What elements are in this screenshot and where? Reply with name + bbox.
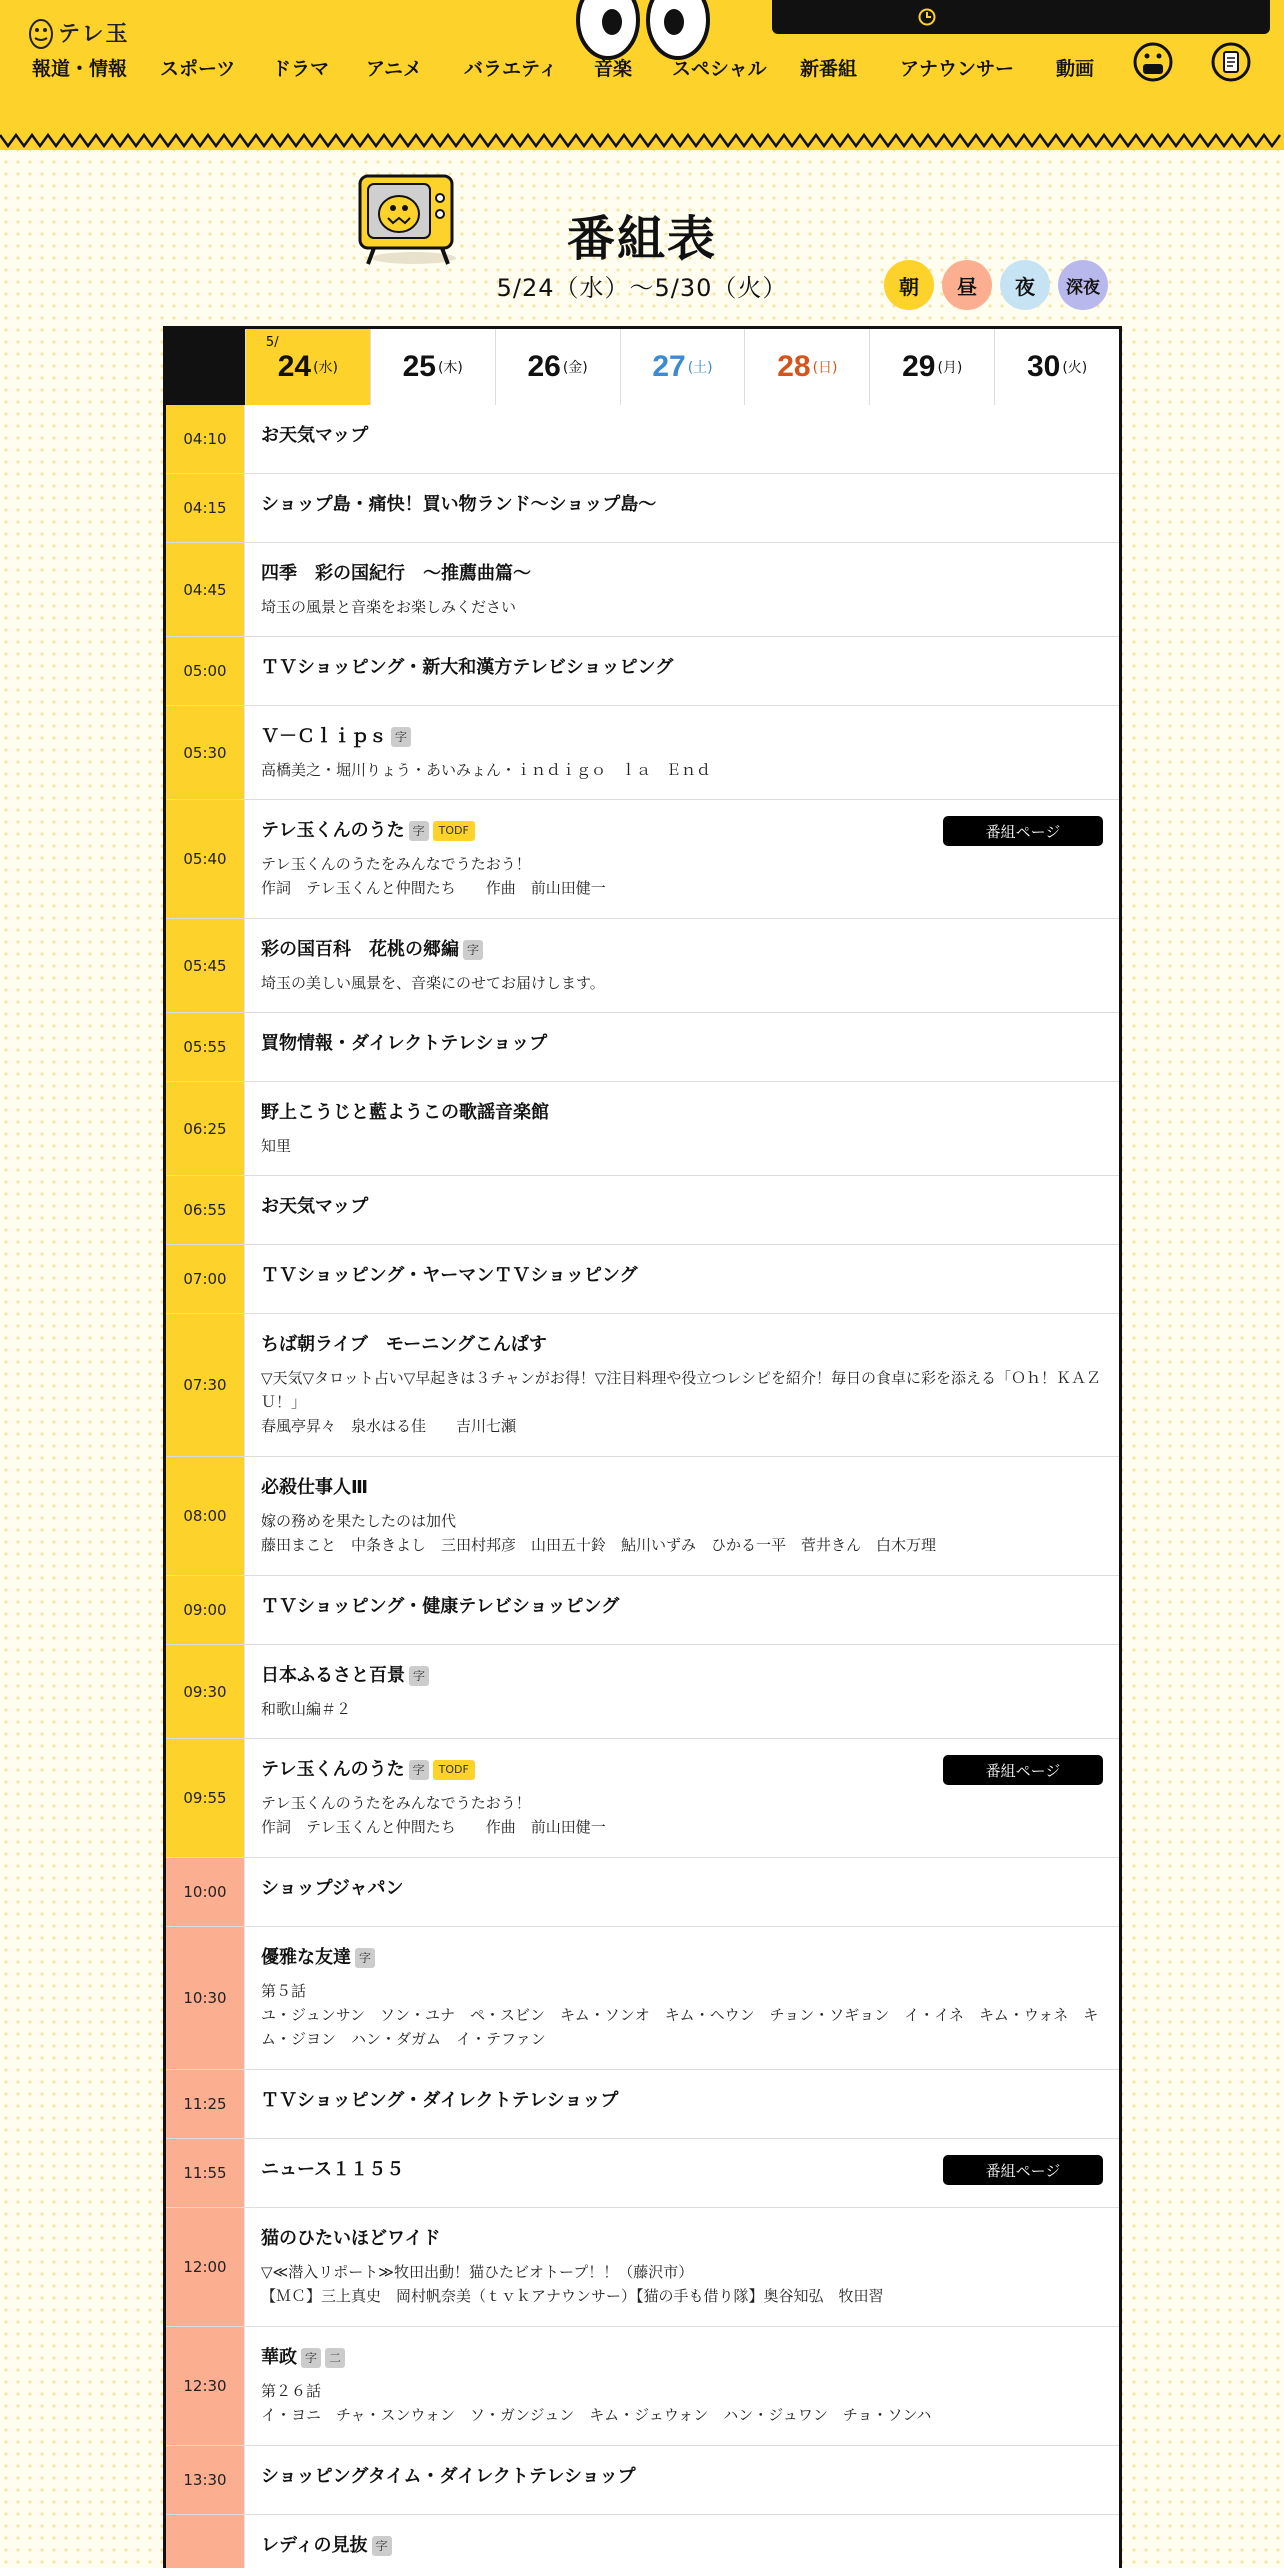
program-page-button[interactable]: 番組ページ <box>943 816 1103 846</box>
program-row <box>166 474 1119 543</box>
day-number: 26 <box>527 350 561 383</box>
program-title[interactable]: ショッピングタイム・ダイレクトテレショップ <box>261 2466 636 2487</box>
program-page-button[interactable]: 番組ページ <box>943 2155 1103 2185</box>
program-row <box>166 1645 1119 1739</box>
day-number: 29 <box>902 350 936 383</box>
program-badge: 字 <box>301 2348 321 2368</box>
program-row <box>166 2139 1119 2208</box>
day-number: 24 <box>277 350 312 383</box>
program-row <box>166 1858 1119 1927</box>
program-cell[interactable] <box>245 1176 1119 1244</box>
program-row <box>166 1245 1119 1314</box>
program-cell[interactable] <box>245 2139 1119 2207</box>
program-time: 04:15 <box>166 474 245 542</box>
program-time: 05:30 <box>166 706 245 799</box>
day-number: 30 <box>1026 350 1061 383</box>
program-row <box>166 1082 1119 1176</box>
program-time: 05:45 <box>166 919 245 1012</box>
program-time: 05:00 <box>166 637 245 705</box>
program-row <box>166 1457 1119 1576</box>
program-title-line[interactable] <box>261 1031 1103 1057</box>
program-row <box>166 2208 1119 2327</box>
program-title[interactable]: 華政 <box>261 2347 297 2368</box>
logo-text: テレ玉 <box>58 20 130 46</box>
program-cell[interactable] <box>245 1927 1119 2069</box>
program-title[interactable]: 彩の国百科 花桃の郷編 <box>261 939 459 960</box>
program-row <box>166 2515 1119 2568</box>
program-title[interactable]: ニュース１１５５ <box>261 2159 405 2180</box>
program-title[interactable]: 優雅な友達 <box>261 1947 351 1968</box>
program-title[interactable]: 猫のひたいほどワイド <box>261 2228 441 2249</box>
program-time: 11:25 <box>166 2070 245 2138</box>
program-cell[interactable] <box>245 2208 1119 2326</box>
program-title[interactable]: ＴＶショッピング・ダイレクトテレショップ <box>261 2090 619 2111</box>
jump-morning-button[interactable]: 朝 <box>884 260 934 310</box>
day-selector <box>166 329 1119 405</box>
program-row <box>166 706 1119 800</box>
program-row <box>166 405 1119 474</box>
program-time: 07:00 <box>166 1245 245 1313</box>
program-time: 05:40 <box>166 800 245 918</box>
day-of-week: (土) <box>687 360 713 376</box>
program-row <box>166 1013 1119 1082</box>
program-row <box>166 543 1119 637</box>
jump-noon-button[interactable]: 昼 <box>942 260 992 310</box>
program-cell[interactable] <box>245 1858 1119 1926</box>
jump-late-night-button[interactable]: 深夜 <box>1058 260 1108 310</box>
program-time: 07:30 <box>166 1314 245 1456</box>
program-title[interactable]: 四季 彩の国紀行 ～推薦曲篇～ <box>261 563 531 584</box>
day-tab[interactable] <box>994 329 1119 405</box>
nav-item[interactable]: バラエティ <box>464 59 558 80</box>
program-title-line[interactable] <box>261 1594 1103 1620</box>
day-of-week: (水) <box>313 360 339 376</box>
program-cell[interactable] <box>245 919 1119 1012</box>
program-badge: TODF <box>433 821 475 841</box>
day-tab[interactable] <box>495 329 620 405</box>
program-cell[interactable] <box>245 1245 1119 1313</box>
program-title-line[interactable] <box>261 1100 1103 1126</box>
program-description: テレ玉くんのうたをみんなでうたおう！ 作詞 テレ玉くんと仲間たち 作曲 前山田健一 <box>261 1794 606 1836</box>
program-title-line[interactable] <box>261 1945 1103 1971</box>
nav-item[interactable]: 新番組 <box>800 59 858 80</box>
jump-evening-button[interactable]: 夜 <box>1000 260 1050 310</box>
nav-item[interactable]: アニメ <box>366 59 423 80</box>
program-description: 知里 <box>261 1137 292 1155</box>
day-of-week: (木) <box>437 360 463 376</box>
program-title-line[interactable] <box>261 2088 1103 2114</box>
program-title-line[interactable] <box>261 1263 1103 1289</box>
program-time: 10:00 <box>166 1858 245 1926</box>
program-cell[interactable] <box>245 2446 1119 2514</box>
program-badge: 字 <box>409 1760 429 1780</box>
program-title[interactable]: Ｖ－Ｃｌｉｐｓ <box>261 726 387 747</box>
program-list <box>166 405 1119 2568</box>
program-cell[interactable] <box>245 1739 1119 1857</box>
program-title[interactable]: お天気マップ <box>261 1196 369 1217</box>
program-row <box>166 637 1119 706</box>
program-title-line[interactable] <box>261 1332 1103 1358</box>
program-description: ▽≪潜入リポート≫牧田出動！猫ひたビオトープ！！（藤沢市） 【ＭＣ】三上真史 岡村帆奈美（ｔｖｋアナウンサー）【猫の手も借り隊】奥谷知弘 牧田習 <box>261 2263 884 2305</box>
program-row <box>166 1176 1119 1245</box>
program-row <box>166 1314 1119 1457</box>
program-cell[interactable] <box>245 1645 1119 1738</box>
day-of-week: (日) <box>812 360 838 376</box>
clock-icon <box>918 8 936 26</box>
program-row <box>166 2327 1119 2446</box>
program-time: 11:55 <box>166 2139 245 2207</box>
program-description: 嫁の務めを果たしたのは加代 藤田まこと 中条きよし 三田村邦彦 山田五十鈴 鮎川いずみ ひかる一平 菅井きん 白木万理 <box>261 1512 937 1554</box>
program-time <box>166 2515 245 2568</box>
program-time: 04:45 <box>166 543 245 636</box>
program-time: 04:10 <box>166 405 245 473</box>
table-corner <box>166 329 245 405</box>
program-cell[interactable] <box>245 1314 1119 1456</box>
program-time: 06:55 <box>166 1176 245 1244</box>
program-time: 09:00 <box>166 1576 245 1644</box>
program-title[interactable]: 買物情報・ダイレクトテレショップ <box>261 1033 548 1054</box>
program-badge: 二 <box>325 2348 345 2368</box>
header-zigzag-edge <box>0 132 1284 152</box>
program-title-line[interactable] <box>261 2226 1103 2252</box>
program-title-line[interactable] <box>261 492 1103 518</box>
program-title-line[interactable] <box>261 1876 1103 1902</box>
program-cell[interactable] <box>245 2327 1119 2445</box>
teletama-mascot-icon <box>28 14 54 50</box>
nav-item[interactable]: 報道・情報 <box>32 59 128 80</box>
program-cell[interactable] <box>245 706 1119 799</box>
program-cell[interactable] <box>245 2070 1119 2138</box>
program-title[interactable]: ショップジャパン <box>261 1878 404 1899</box>
program-cell[interactable] <box>245 2515 1119 2568</box>
program-title-line[interactable] <box>261 1663 1103 1689</box>
program-row <box>166 1927 1119 2070</box>
date-range: 5/24（水）〜5/30（火） <box>496 274 788 302</box>
nav-item[interactable]: ドラマ <box>272 59 330 80</box>
nav-item[interactable]: アナウンサー <box>900 59 1015 80</box>
program-title[interactable]: レディの見抜 <box>261 2535 368 2556</box>
program-badge: 字 <box>463 940 483 960</box>
nav-item[interactable]: スポーツ <box>160 59 236 80</box>
program-title[interactable]: ＴＶショッピング・健康テレビショッピング <box>261 1596 620 1617</box>
program-cell[interactable] <box>245 1013 1119 1081</box>
site-header <box>0 0 1284 150</box>
program-badge: 字 <box>391 727 411 747</box>
day-tab[interactable] <box>370 329 495 405</box>
program-time: 08:00 <box>166 1457 245 1575</box>
program-title[interactable]: ＴＶショッピング・ヤーマンＴＶショッピング <box>261 1265 638 1286</box>
program-cell[interactable] <box>245 637 1119 705</box>
program-time: 06:25 <box>166 1082 245 1175</box>
program-cell[interactable] <box>245 405 1119 473</box>
program-title-line[interactable] <box>261 2345 1103 2371</box>
program-cell[interactable] <box>245 543 1119 636</box>
day-number: 27 <box>652 350 686 383</box>
program-title[interactable]: 日本ふるさと百景 <box>261 1665 405 1686</box>
program-description: ▽天気▽タロット占い▽早起きは３チャンがお得！▽注目料理や役立つレシピを紹介！毎日の食卓に彩を添える「Ｏｈ！ＫＡＺＵ！」 春風亭昇々 泉水はる佳 吉川七瀬 <box>261 1369 1102 1435</box>
program-title[interactable]: お天気マップ <box>261 425 369 446</box>
program-title[interactable]: テレ玉くんのうた <box>261 1759 405 1780</box>
mascot-eyes-icon <box>568 0 718 62</box>
program-title[interactable]: 野上こうじと藍ようこの歌謡音楽館 <box>261 1102 549 1123</box>
day-of-week: (金) <box>562 360 588 376</box>
program-title[interactable]: 必殺仕事人Ⅲ <box>261 1477 369 1498</box>
program-description: 和歌山編＃２ <box>261 1700 352 1718</box>
program-badge: 字 <box>409 1666 429 1686</box>
program-title[interactable]: テレ玉くんのうた <box>261 820 405 841</box>
program-title[interactable]: ＴＶショッピング・新大和漢方テレビショッピング <box>261 657 674 678</box>
time-of-day-jump <box>884 260 1108 310</box>
program-description: 高橋美之・堀川りょう・あいみょん・ｉｎｄｉｇｏ ｌａ Ｅｎｄ <box>261 761 712 779</box>
program-time: 13:30 <box>166 2446 245 2514</box>
program-row <box>166 1739 1119 1858</box>
program-description: 埼玉の美しい風景を、音楽にのせてお届けします。 <box>261 974 605 992</box>
program-table <box>163 326 1122 2568</box>
day-number: 28 <box>777 350 811 383</box>
program-row <box>166 919 1119 1013</box>
site-logo[interactable] <box>28 14 130 50</box>
program-title-line[interactable] <box>261 724 1103 750</box>
program-badge: 字 <box>372 2536 392 2556</box>
program-badge: 字 <box>355 1948 375 1968</box>
program-time: 10:30 <box>166 1927 245 2069</box>
program-title-line[interactable] <box>261 1475 1103 1501</box>
program-row <box>166 1576 1119 1645</box>
program-time: 09:30 <box>166 1645 245 1738</box>
day-of-week: (月) <box>937 360 963 376</box>
nav-item[interactable]: 動画 <box>1056 59 1095 80</box>
program-title-line[interactable] <box>261 2533 1103 2559</box>
program-cell[interactable] <box>245 1576 1119 1644</box>
day-number: 25 <box>402 350 436 383</box>
program-description: 第５話 ユ・ジュンサン ソン・ユナ ペ・スビン キム・ソンオ キム・ヘウン チョン・ソギョン イ・イネ キム・ウォネ キム・ジヨン ハン・ダガム イ・テファン <box>261 1982 1099 2048</box>
program-title-line[interactable] <box>261 2464 1103 2490</box>
program-row <box>166 2446 1119 2515</box>
program-cell[interactable] <box>245 1457 1119 1575</box>
nav-item[interactable]: スペシャル <box>672 59 767 80</box>
program-description: テレ玉くんのうたをみんなでうたおう！ 作詞 テレ玉くんと仲間たち 作曲 前山田健一 <box>261 855 606 897</box>
current-time-bar <box>772 0 1270 34</box>
program-badge: 字 <box>409 821 429 841</box>
program-time: 12:00 <box>166 2208 245 2326</box>
page-title: 番組表 <box>566 213 717 266</box>
program-time: 09:55 <box>166 1739 245 1857</box>
teletama-news-icon[interactable] <box>1210 38 1252 86</box>
program-row <box>166 800 1119 919</box>
program-time: 05:55 <box>166 1013 245 1081</box>
program-title-line[interactable] <box>261 655 1103 681</box>
program-title[interactable]: ちば朝ライブ モーニングこんぱす <box>261 1334 547 1355</box>
program-badge: TODF <box>433 1760 475 1780</box>
program-description: 埼玉の風景と音楽をお楽しみください <box>261 598 517 616</box>
day-tab[interactable] <box>744 329 869 405</box>
day-month: 5/ <box>265 335 279 350</box>
program-title-line[interactable] <box>261 937 1103 963</box>
day-tab[interactable] <box>620 329 745 405</box>
program-title-line[interactable] <box>261 423 1103 449</box>
program-cell[interactable] <box>245 474 1119 542</box>
teletama-mascot-icon[interactable] <box>1132 38 1174 86</box>
program-description: 第２６話 イ・ヨニ チャ・スンウォン ソ・ガンジュン キム・ジェウォン ハン・ジュワン チョ・ソンハ <box>261 2382 932 2424</box>
program-row <box>166 2070 1119 2139</box>
program-cell[interactable] <box>245 1082 1119 1175</box>
day-tab[interactable] <box>245 329 370 405</box>
day-tab[interactable] <box>869 329 994 405</box>
program-cell[interactable] <box>245 800 1119 918</box>
nav-item[interactable]: 音楽 <box>594 59 633 80</box>
program-title-line[interactable] <box>261 561 1103 587</box>
program-title-line[interactable] <box>261 1194 1103 1220</box>
day-of-week: (火) <box>1062 360 1088 376</box>
program-page-button[interactable]: 番組ページ <box>943 1755 1103 1785</box>
program-title[interactable]: ショップ島・痛快！買い物ランド～ショップ島～ <box>261 494 657 515</box>
program-time: 12:30 <box>166 2327 245 2445</box>
